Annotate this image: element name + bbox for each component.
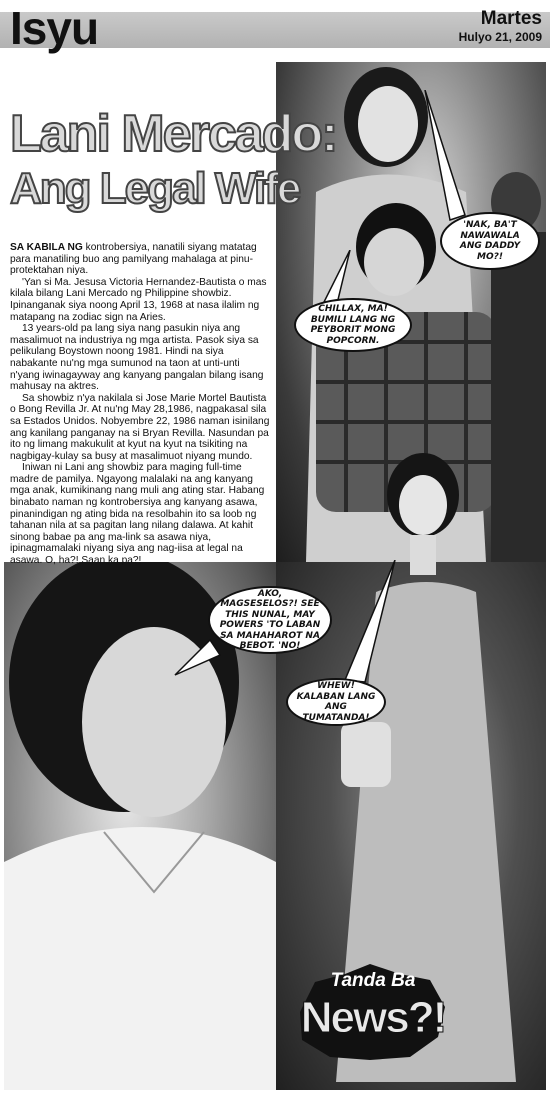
speech-bubble-ako: AKO, MAGSESELOS?! SEE THIS NUNAL, MAY POWERS 'TO LABAN SA MAHAHAROT NA BEBOT. 'NO! bbox=[208, 586, 332, 654]
section-title: Isyu bbox=[10, 2, 99, 54]
article-body bbox=[10, 242, 272, 567]
tanda-ba-news-logo bbox=[290, 962, 450, 1062]
logo-line-1: Tanda Ba bbox=[330, 970, 416, 991]
headline bbox=[10, 105, 350, 213]
speech-bubble-nak: 'NAK, BA'T NAWAWALA ANG DADDY MO?! bbox=[440, 212, 540, 270]
issue-day: Martes bbox=[480, 8, 542, 29]
issue-date: Hulyo 21, 2009 bbox=[458, 30, 542, 44]
bubble-tail-whew bbox=[340, 560, 400, 690]
article-paragraph-5: Iniwan ni Lani ang showbiz para maging full-time madre de pamilya. Ngayong malalaki na ang kanyang mga anak, kumikinang nang muli ang ating star. Habang binabato naman ng kontrobersiya ang kanyang asawa, pinanindigan ng ating bida na resolbahin ito sa loob ng tahanan nila at sa pagitan lang nilang dalawa. At kahit sinong babae pa ang ma-link sa asawa niya, ipinagmamalaki niyang siya ang nag-iisa at legal na asawa. O, ha?! Saan ka pa?! bbox=[10, 462, 265, 567]
bubble-tail-nak bbox=[420, 90, 480, 230]
article-lead: SA KABILA NG bbox=[10, 242, 83, 253]
page-header bbox=[0, 0, 550, 54]
headline-line-1: Lani Mercado: bbox=[10, 105, 337, 163]
article-paragraph-2: 'Yan si Ma. Jesusa Victoria Hernandez-Bautista o mas kilala bilang Lani Mercado ng Philippine showbiz. Ipinanganak siya noong April 13, 1968 at nasa ilalim ng matapang na zodiac sign na Aries. bbox=[10, 276, 267, 323]
article-paragraph-1 bbox=[10, 242, 272, 277]
logo-line-2: News?! bbox=[300, 993, 446, 1042]
article-paragraph-3: 13 years-old pa lang siya nang pasukin niya ang masalimuot na industriya ng mga artista. Pasok siya sa pelikulang Boystown noong 1981. Hindi na siya nabakante nu'ng mga sumunod na taon at unti-unti n'yang iwinagayway ang kanyang pangalan bilang isang mahusay na aktres. bbox=[10, 323, 264, 393]
article-paragraph-4: Sa showbiz n'ya nakilala si Jose Marie Mortel Bautista o Bong Revilla Jr. At nu'ng May 28,1986, nagpakasal sila sa Estados Unidos. Nobyembre 22, 1986 naman isinilang ang kanilang panganay na si Bryan Revilla. Nasundan pa ito ng limang makukulit at kyut na kyut na tsikiting na nagbigay-kulay sa busy at masalimuot niyang mundo. bbox=[10, 392, 270, 462]
headline-line-2: Ang Legal Wife bbox=[10, 164, 300, 213]
article-paragraph-1-text: kontrobersiya, nanatili siyang matatag para manatiling buo ang pamilyang mahalaga at pinu-protektahan niya. bbox=[10, 242, 257, 277]
gown-woman-head bbox=[378, 445, 468, 575]
speech-bubble-whew: WHEW! KALABAN LANG ANG TUMATANDA! bbox=[286, 678, 386, 726]
speech-bubble-chillax: CHILLAX, MA! BUMILI LANG NG PEYBORIT MONG POPCORN. bbox=[294, 298, 412, 352]
